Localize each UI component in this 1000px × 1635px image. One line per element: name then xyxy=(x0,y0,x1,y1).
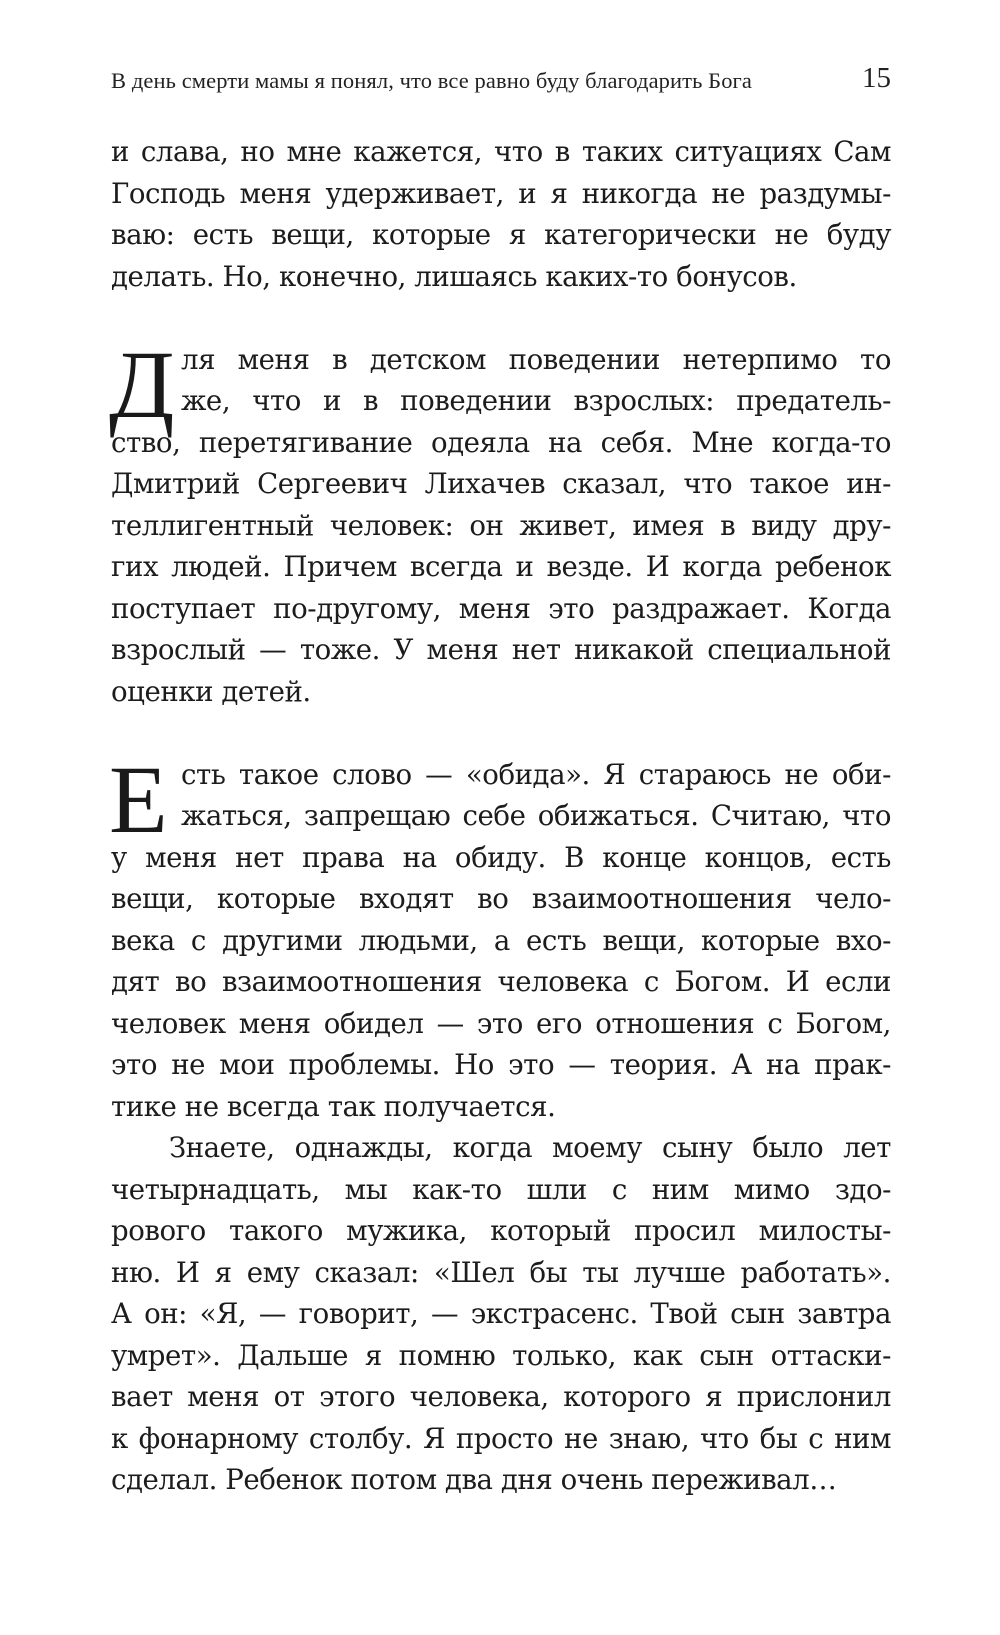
running-head-title: В день смерти мамы я понял, что все равно буду благодарить Бога xyxy=(111,68,752,93)
text-line: оценки детей. xyxy=(111,674,311,708)
text-line: и слава, но мне кажется, что в таких ситуациях Сам xyxy=(111,135,891,168)
text-line: ню. И я ему сказал: «Шел бы ты лучше работать». xyxy=(111,1255,891,1289)
text-line: ство, перетягивание одеяла на себя. Мне когда-то xyxy=(111,425,891,459)
text-line: Господь меня удерживает, и я никогда не раздумы- xyxy=(111,176,891,210)
paragraph-gap xyxy=(111,297,891,339)
text-line: вещи, которые входят во взаимоотношения чело- xyxy=(111,882,891,915)
drop-cap: Е xyxy=(109,745,168,853)
text-line: жаться, запрещаю себе обижаться. Считаю, что xyxy=(181,799,891,832)
text-line: сть такое слово — «обида». Я стараюсь не оби- xyxy=(181,757,891,791)
text-line: взрослый — тоже. У меня нет никакой специальной xyxy=(111,633,891,666)
page-number: 15 xyxy=(862,62,891,94)
drop-cap: Д xyxy=(109,330,175,438)
text-line: у меня нет права на обиду. В конце концов, есть xyxy=(111,840,891,874)
text-line: к фонарному столбу. Я просто не знаю, что бы с ним xyxy=(111,1421,891,1455)
text-line: тике не всегда так получается. xyxy=(111,1089,556,1123)
paragraph-4 xyxy=(111,1127,891,1501)
paragraph-1 xyxy=(111,131,891,297)
paragraph-3 xyxy=(109,745,891,1128)
text-line: века с другими людьми, а есть вещи, которые вхо- xyxy=(111,923,891,957)
text-line: человек меня обидел — это его отношения с Богом, xyxy=(111,1006,891,1040)
text-line: четырнадцать, мы как-то шли с ним мимо здо- xyxy=(111,1172,891,1206)
text-line: Дмитрий Сергеевич Лихачев сказал, что такое ин- xyxy=(111,467,891,500)
text-line: умрет». Дальше я помню только, как сын оттаски- xyxy=(111,1338,891,1372)
paragraph-gap xyxy=(111,712,891,754)
text-line: теллигентный человек: он живет, имея в виду дру- xyxy=(111,508,891,542)
text-line: сделал. Ребенок потом два дня очень переживал… xyxy=(111,1463,837,1496)
paragraph-2 xyxy=(109,330,891,713)
text-line: гих людей. Причем всегда и везде. И когда ребенок xyxy=(111,550,891,583)
text-line: же, что и в поведении взрослых: предатель- xyxy=(181,384,891,417)
text-line: поступает по-другому, меня это раздражает. Когда xyxy=(111,591,891,625)
text-line: рового такого мужика, который просил милосты- xyxy=(111,1214,891,1247)
text-line: дят во взаимоотношения человека с Богом. И если xyxy=(111,965,891,998)
text-line: А он: «Я, — говорит, — экстрасенс. Твой сын завтра xyxy=(111,1297,891,1330)
running-head xyxy=(111,62,891,102)
body-text xyxy=(111,131,891,1501)
text-line: вает меня от этого человека, которого я прислонил xyxy=(111,1380,891,1413)
text-line: это не мои проблемы. Но это — теория. А на прак- xyxy=(111,1048,891,1081)
text-line: Знаете, однажды, когда моему сыну было лет xyxy=(169,1131,891,1164)
text-line: делать. Но, конечно, лишаясь каких-то бонусов. xyxy=(111,259,797,293)
text-line: ваю: есть вещи, которые я категорически не буду xyxy=(111,218,891,251)
text-line: ля меня в детском поведении нетерпимо то xyxy=(181,342,891,376)
